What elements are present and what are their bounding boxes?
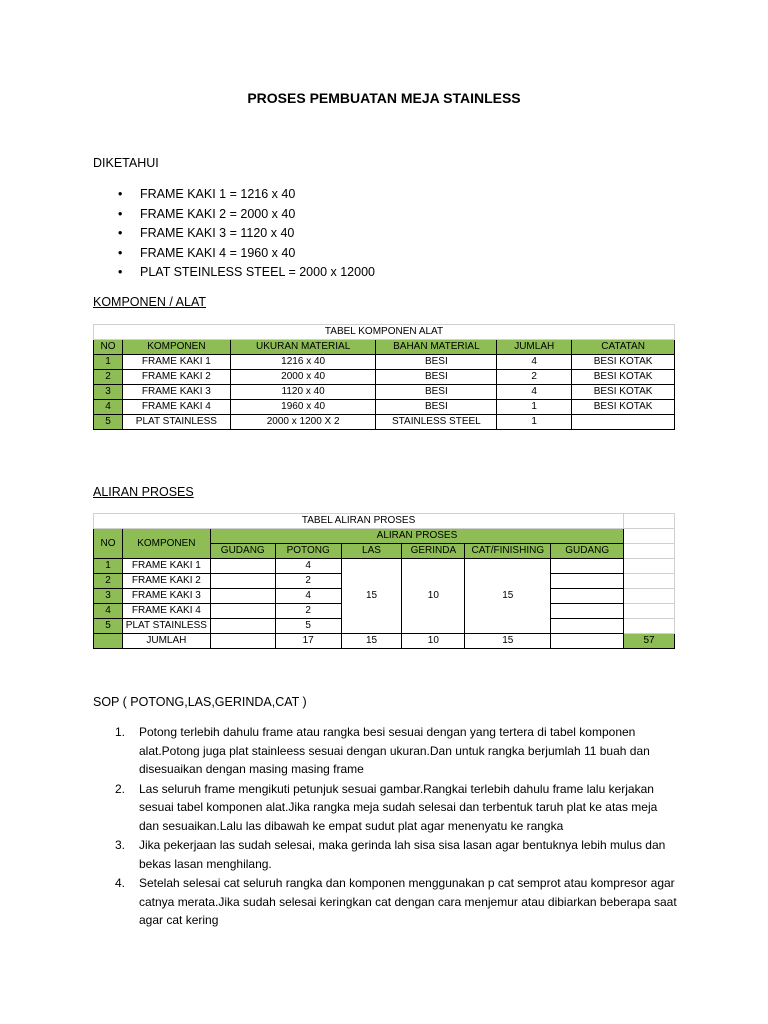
cell [572,415,675,430]
cell: FRAME KAKI 4 [122,400,230,415]
cell: 4 [497,385,572,400]
total-row [94,634,675,649]
empty-cell [624,544,675,559]
cell: BESI [376,385,497,400]
cell: BESI KOTAK [572,370,675,385]
merged-gerinda: 10 [402,559,465,634]
list-item [115,780,680,836]
cell: BESI [376,355,497,370]
total-gerinda: 10 [402,634,465,649]
cell: 1 [497,415,572,430]
cell: 1216 x 40 [230,355,376,370]
sop-heading: SOP ( POTONG,LAS,GERINDA,CAT ) [93,695,307,709]
cell [210,589,275,604]
row-no: 4 [94,400,123,415]
item-text: Setelah selesai cat seluruh rangka dan komponen menggunakan p cat semprot atau kompresor agar catnya merata.Jika sudah selesai keringkan cat dengan cara menjemur atau dibiarkan beberapa saat agar cat kering [139,876,677,927]
item-number: 4. [115,876,126,890]
col-header: JUMLAH [497,340,572,355]
row-no: 2 [94,370,123,385]
cell: BESI [376,400,497,415]
list-item: • FRAME KAKI 1 = 1216 x 40 [118,185,375,205]
col-header: GUDANG [551,544,624,559]
empty-cell [624,559,675,574]
item-text: Jika pekerjaan las sudah selesai, maka gerinda lah sisa sisa lasan agar bentuknya lebih mulus dan bekas lasan menghilang. [139,838,666,871]
merged-las: 15 [341,559,402,634]
list-item [115,836,680,873]
col-header: NO [94,340,123,355]
table-row [94,385,675,400]
total-cat: 15 [465,634,551,649]
row-no: 2 [94,574,123,589]
item-number: 3. [115,838,126,852]
row-no: 4 [94,604,123,619]
cell: FRAME KAKI 2 [122,574,210,589]
total-potong: 17 [275,634,341,649]
col-header: CAT/FINISHING [465,544,551,559]
list-item: • FRAME KAKI 4 = 1960 x 40 [118,244,375,264]
cell [210,619,275,634]
cell [210,574,275,589]
komponen-heading: KOMPONEN / ALAT [93,295,206,309]
col-header: GERINDA [402,544,465,559]
cell: FRAME KAKI 1 [122,355,230,370]
cell [551,634,624,649]
col-header: LAS [341,544,402,559]
cell: FRAME KAKI 3 [122,589,210,604]
cell: BESI KOTAK [572,400,675,415]
col-header: POTONG [275,544,341,559]
cell: BESI KOTAK [572,385,675,400]
total-label: JUMLAH [122,634,210,649]
diketahui-heading: DIKETAHUI [93,156,159,170]
cell [210,604,275,619]
group-header: ALIRAN PROSES [210,529,623,544]
cell [551,574,624,589]
cell: FRAME KAKI 1 [122,559,210,574]
cell: 4 [275,589,341,604]
row-no: 1 [94,559,123,574]
cell: 4 [497,355,572,370]
table-row [94,415,675,430]
item-number: 2. [115,781,126,796]
komponen-table [93,324,675,430]
table-row [94,355,675,370]
item-text: Potong terlebih dahulu frame atau rangka besi sesuai dengan yang tertera di tabel komponen alat.Potong juga plat stainleess sesuai dengan ukuran.Dan untuk rangka berjumlah 11 buah dan disesuaikan dengan masing masing frame [139,725,650,776]
cell [210,634,275,649]
cell: FRAME KAKI 3 [122,385,230,400]
cell: FRAME KAKI 4 [122,604,210,619]
cell: 2000 x 40 [230,370,376,385]
cell [210,559,275,574]
empty-cell [624,619,675,634]
col-header: KOMPONEN [122,340,230,355]
cell [551,559,624,574]
cell: BESI [376,370,497,385]
table-row [94,400,675,415]
table-row [94,370,675,385]
empty-cell [624,514,675,529]
row-no: 5 [94,619,123,634]
item-number: 1. [115,725,126,739]
cell [551,619,624,634]
list-item: • PLAT STEINLESS STEEL = 2000 x 12000 [118,263,375,283]
cell: 1 [497,400,572,415]
aliran-table [93,513,675,649]
cell: FRAME KAKI 2 [122,370,230,385]
table-header-row [94,340,675,355]
col-header: NO [94,529,123,559]
row-no: 1 [94,355,123,370]
cell: 2 [275,604,341,619]
cell [94,634,123,649]
merged-cat: 15 [465,559,551,634]
empty-cell [624,529,675,544]
cell: 1120 x 40 [230,385,376,400]
list-item [115,723,680,779]
cell: 2000 x 1200 X 2 [230,415,376,430]
item-text: Las seluruh frame mengikuti petunjuk sesuai gambar.Rangkai terlebih dahulu frame lalu kerjakan sesuai tabel komponen alat.Jika rangka meja sudah selesai dan terbentuk taruh plat ke atas meja dan sesuaikan.Lalu las dibawah ke empat sudut plat agar menenyatu ke rangka [139,781,658,833]
page-title: PROSES PEMBUATAN MEJA STAINLESS [247,90,521,106]
col-header: KOMPONEN [122,529,210,559]
aliran-caption: TABEL ALIRAN PROSES [94,514,624,529]
table-row [94,559,675,574]
cell: 5 [275,619,341,634]
col-header: GUDANG [210,544,275,559]
cell: BESI KOTAK [572,355,675,370]
list-item: • FRAME KAKI 3 = 1120 x 40 [118,224,375,244]
row-no: 5 [94,415,123,430]
list-item: • FRAME KAKI 2 = 2000 x 40 [118,205,375,225]
empty-cell [624,589,675,604]
cell: 4 [275,559,341,574]
diketahui-list [118,185,375,283]
grand-total: 57 [624,634,675,649]
col-header: BAHAN MATERIAL [376,340,497,355]
cell: 1960 x 40 [230,400,376,415]
cell [551,589,624,604]
total-las: 15 [341,634,402,649]
cell: STAINLESS STEEL [376,415,497,430]
cell: 2 [275,574,341,589]
komponen-caption: TABEL KOMPONEN ALAT [94,325,675,340]
cell: PLAT STAINLESS [122,619,210,634]
col-header: UKURAN MATERIAL [230,340,376,355]
sop-list [115,723,680,931]
list-item [115,874,680,930]
row-no: 3 [94,589,123,604]
empty-cell [624,604,675,619]
cell [551,604,624,619]
empty-cell [624,574,675,589]
row-no: 3 [94,385,123,400]
col-header: CATATAN [572,340,675,355]
aliran-heading: ALIRAN PROSES [93,485,194,499]
cell: 2 [497,370,572,385]
cell: PLAT STAINLESS [122,415,230,430]
